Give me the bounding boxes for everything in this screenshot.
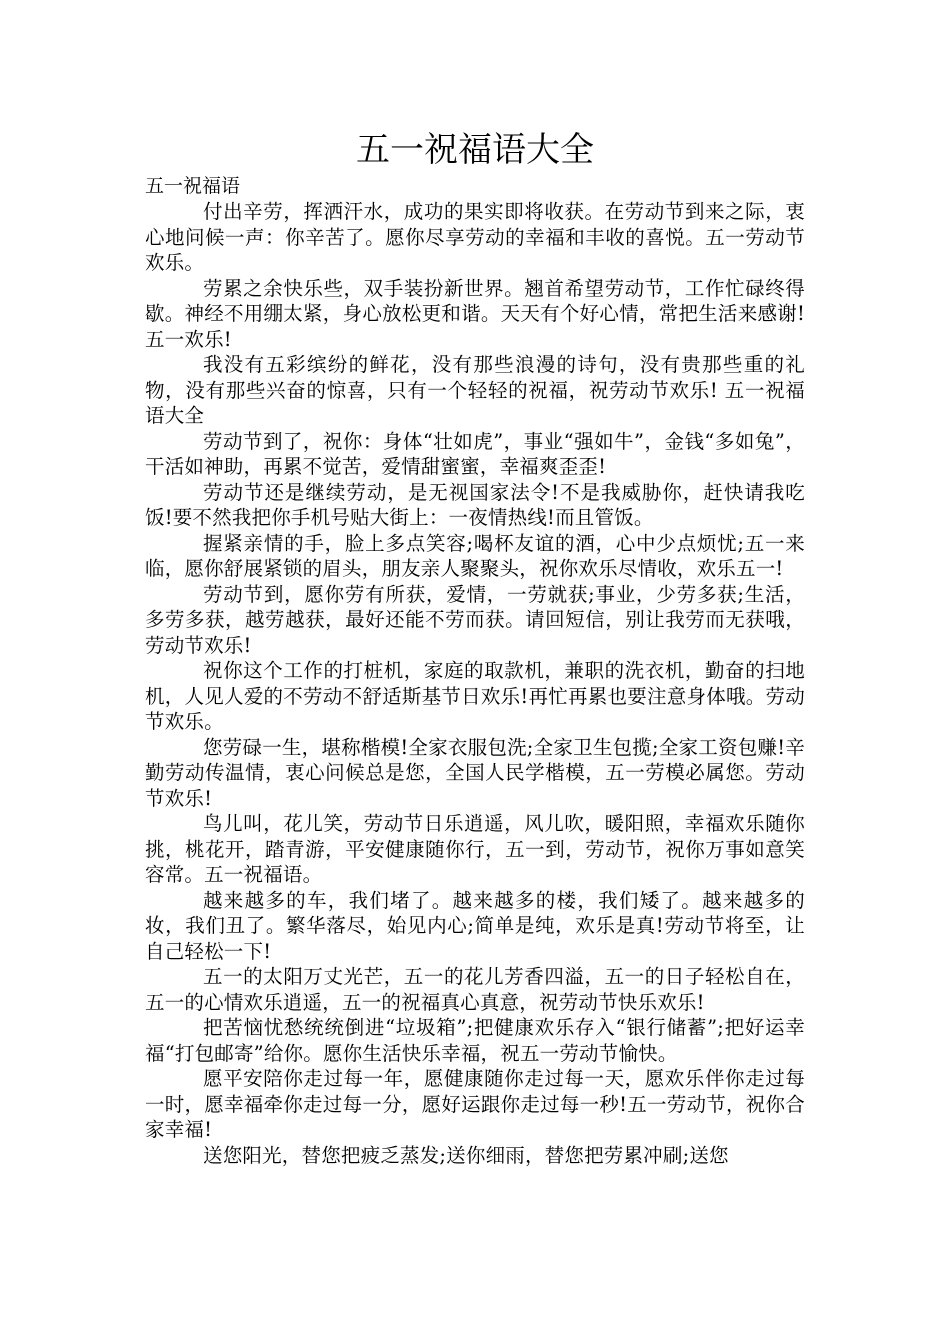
paragraph: 祝你这个工作的打桩机，家庭的取款机，兼职的洗衣机，勤奋的扫地机，人见人爱的不劳动不舒适斯基节日欢乐!再忙再累也要注意身体哦。劳动节欢乐。 [145,659,805,733]
paragraph: 劳累之余快乐些，双手装扮新世界。翘首希望劳动节，工作忙碌终得歇。神经不用绷太紧，身心放松更和谐。天天有个好心情，常把生活来感谢!五一欢乐! [145,276,805,351]
section-subheading: 五一祝福语 [145,175,241,197]
paragraph: 五一的太阳万丈光芒，五一的花儿芳香四溢，五一的日子轻松自在，五一的心情欢乐逍遥，五一的祝福真心真意，祝劳动节快乐欢乐! [145,965,805,1014]
paragraph: 您劳碌一生，堪称楷模!全家衣服包洗;全家卫生包揽;全家工资包赚!辛勤劳动传温情，衷心问候总是您，全国人民学楷模，五一劳模必属您。劳动节欢乐! [145,735,805,810]
paragraph: 劳动节到了，祝你：身体“壮如虎”，事业“强如牛”，金钱“多如兔”，干活如神助，再累不觉苦，爱情甜蜜蜜，幸福爽歪歪! [145,429,805,478]
paragraph: 劳动节还是继续劳动，是无视国家法令!不是我威胁你，赶快请我吃饭!要不然我把你手机号贴大街上：一夜情热线!而且管饭。 [145,480,805,529]
paragraph: 把苦恼忧愁统统倒进“垃圾箱”;把健康欢乐存入“银行储蓄”;把好运幸福“打包邮寄”给你。愿你生活快乐幸福，祝五一劳动节愉快。 [145,1016,805,1065]
paragraph: 鸟儿叫，花儿笑，劳动节日乐逍遥，风儿吹，暖阳照，幸福欢乐随你挑，桃花开，踏青游，平安健康随你行，五一到，劳动节，祝你万事如意笑容常。五一祝福语。 [145,812,805,886]
paragraph: 付出辛劳，挥洒汗水，成功的果实即将收获。在劳动节到来之际，衷心地问候一声：你辛苦了。愿你尽享劳动的幸福和丰收的喜悦。五一劳动节欢乐。 [145,200,805,274]
document-title: 五一祝福语大全 [356,130,594,170]
paragraph: 送您阳光，替您把疲乏蒸发;送你细雨，替您把劳累冲刷;送您 [203,1143,729,1167]
paragraph: 愿平安陪你走过每一年，愿健康随你走过每一天，愿欢乐伴你走过每一时，愿幸福牵你走过每一分，愿好运跟你走过每一秒!五一劳动节，祝你合家幸福! [145,1067,805,1141]
paragraph: 越来越多的车，我们堵了。越来越多的楼，我们矮了。越来越多的妆，我们丑了。繁华落尽，始见内心;简单是纯，欢乐是真!劳动节将至，让自己轻松一下! [145,888,805,963]
paragraph: 我没有五彩缤纷的鲜花，没有那些浪漫的诗句，没有贵那些重的礼物，没有那些兴奋的惊喜，只有一个轻轻的祝福，祝劳动节欢乐! 五一祝福语大全 [145,353,805,427]
paragraph: 握紧亲情的手，脸上多点笑容;喝杯友谊的酒，心中少点烦忧;五一来临，愿你舒展紧锁的眉头，朋友亲人聚聚头，祝你欢乐尽情收，欢乐五一! [145,531,805,580]
document-body [145,174,805,1168]
paragraph: 劳动节到，愿你劳有所获，爱情，一劳就获;事业，少劳多获;生活，多劳多获，越劳越获，最好还能不劳而获。请回短信，别让我劳而无获哦，劳动节欢乐! [145,582,805,657]
